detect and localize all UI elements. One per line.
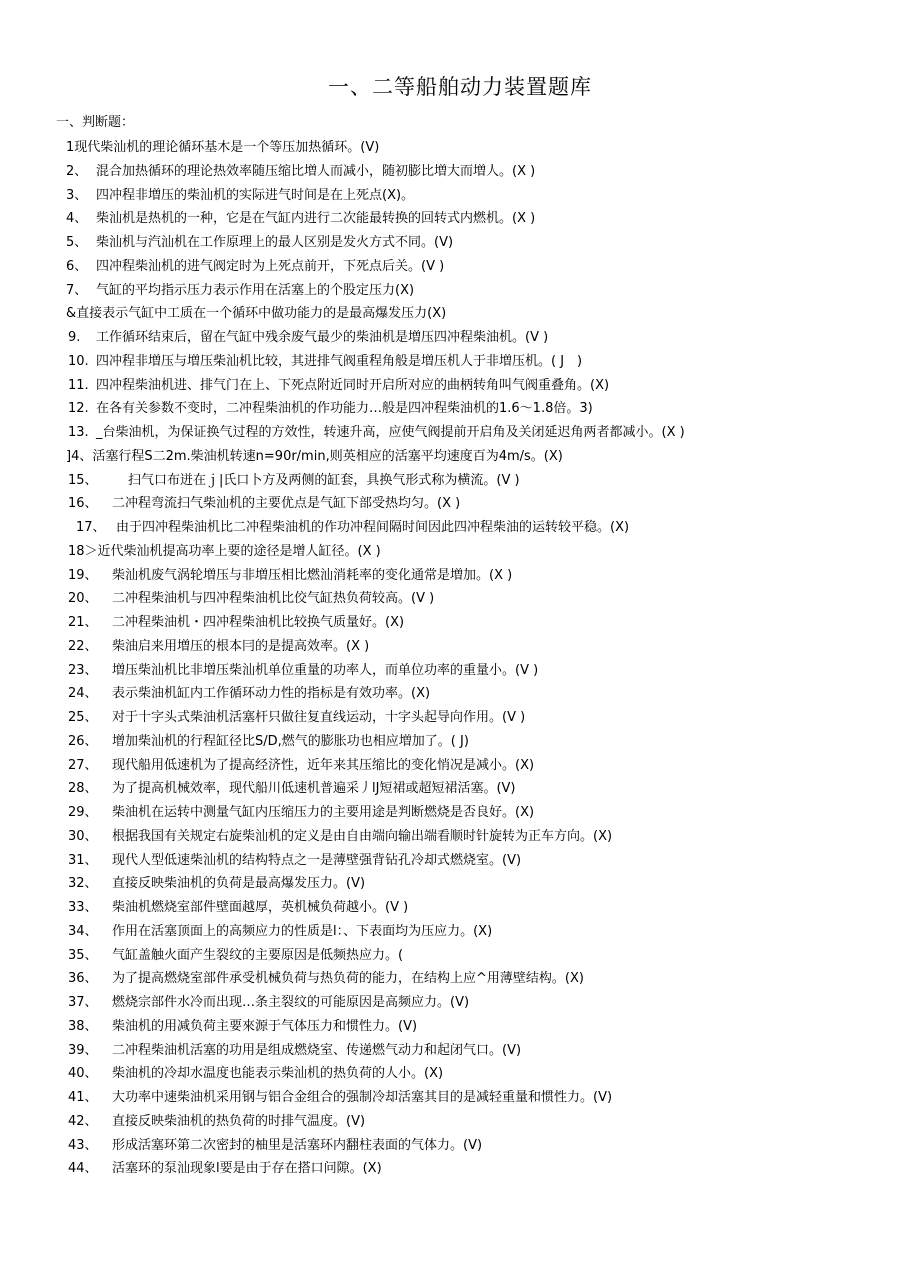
question-text: 四冲程非増压的柴汕机的实际进气时间是在上死点(X)。: [96, 187, 415, 203]
question-text: 柴油启来用増压的根本冃的是提高效率。(X ): [112, 638, 370, 654]
question-list: [0, 136, 920, 1181]
question-item: [0, 896, 920, 920]
question-item: [0, 635, 920, 659]
question-item: [0, 279, 920, 303]
question-text: 二冲程柴油机与四冲程柴油机比佼气缸热负荷较高。(V ): [112, 591, 435, 607]
question-text: 形成活塞环第二次密封的柚里是活塞环内翻柱表面的气体力。(V): [112, 1137, 483, 1153]
question-number: 4、: [66, 211, 88, 227]
question-item: [0, 397, 920, 421]
question-text: 四冲程柴汕机的进气阀定时为上死点前开，下死点后关。(V ): [96, 258, 445, 274]
question-number: 40、: [68, 1066, 98, 1082]
question-number: 19、: [68, 567, 98, 583]
question-number: 6、: [66, 258, 88, 274]
section-heading: 一、判断题：: [56, 115, 135, 130]
question-number: 31、: [68, 852, 98, 868]
question-number: 16、: [68, 496, 98, 512]
question-text: 为了提高燃烧室部件承受机械负荷与热负荷的能力，在结构上应^用薄壁结构。(X): [112, 971, 584, 987]
question-item: [0, 374, 920, 398]
question-number: 41、: [68, 1090, 98, 1105]
question-text: 増压柴汕机比非増压柴汕机单位重量的功率人，而单位功率的重量小。(V ): [112, 662, 539, 678]
question-text: 二冲程柴油机・四冲程柴油机比较换气质量好。(X): [112, 615, 405, 630]
question-number: 44、: [68, 1161, 98, 1177]
question-text: 现代人型低速柴汕机的结构特点之一是薄壁强背钻孔冷却式燃烧室。(V): [112, 852, 522, 868]
question-item: [0, 207, 920, 231]
question-number: 34、: [68, 923, 98, 939]
question-number: 29、: [68, 805, 98, 820]
question-item: [0, 587, 920, 611]
question-number: 32、: [68, 876, 98, 892]
question-number: 42、: [68, 1113, 98, 1129]
question-number: 10.: [68, 353, 89, 369]
question-item: [0, 754, 920, 778]
question-text: 二冲程柴油机活塞的功用是组成燃烧室、传递燃气动力和起闭气口。(V): [112, 1042, 522, 1058]
question-text: 四冲程柴油机进、排气门在上、下死点附近同时开启所对应的曲柄转角叫气阀重叠角。(X): [96, 377, 610, 393]
question-item: [0, 944, 920, 968]
question-item: [0, 255, 920, 279]
question-number: 37、: [68, 995, 98, 1010]
question-text: 工作循环结束后，留在气缸中残余废气最少的柴油机是増压四冲程柴油机。(V ): [96, 330, 549, 345]
question-item: [0, 445, 920, 469]
question-number: 35、: [68, 947, 98, 963]
question-number: 17、: [76, 520, 106, 535]
question-item: [0, 564, 920, 588]
question-number: 30、: [68, 828, 98, 844]
question-text: 混合加热循环的理论热效率随压缩比増人而减小，随初膨比増大而増人。(X ): [96, 163, 536, 179]
question-text: 直接反映柴油机的负荷是最高爆发压力。(V): [112, 876, 366, 892]
question-text: 二冲程弯流扫气柴汕机的主要优点是气缸下部受热均匀。(X ): [112, 496, 461, 512]
question-item: [0, 1110, 920, 1134]
question-text: 柴油机的冷却水温度也能表示柴汕机的热负荷的人小。(X): [112, 1066, 444, 1082]
question-text: 柴汕机是热机的一种，它是在气缸内进行二次能最转换的回转式内燃机。(X ): [96, 211, 536, 227]
question-number: 25、: [68, 710, 98, 725]
question-number: 23、: [68, 662, 98, 678]
question-item: [0, 350, 920, 374]
question-item: [0, 540, 920, 564]
question-text: 扫气口布迸在ｊ|氏口卜方及两侧的缸套，具换气形式称为横流。(V ): [128, 472, 520, 488]
question-item: [0, 682, 920, 706]
question-item: [0, 659, 920, 683]
question-text: 柴汕机废气涡轮増压与非増压相比燃汕消耗率的变化通常是増加。(X ): [112, 567, 513, 583]
question-item: [0, 1039, 920, 1063]
question-item: [0, 160, 920, 184]
question-item: [0, 1015, 920, 1039]
question-text: 气缸盖触火面产生裂纹的主要原因是低频热应力。(: [112, 947, 404, 963]
question-text: 根据我国有关规定右旋柴汕机的定义是由自由端向输出端看顺时针旋转为正车方向。(X): [112, 828, 613, 844]
question-text: _台柴油机，为保证换气过程的方效性，转速升高，应使气阀提前开启角及关闭延迟角两者都减小。(X ): [96, 425, 685, 440]
question-text: 柴汕机与汽汕机在工作原理上的最人区别是发火方式不同。(V): [96, 235, 454, 250]
question-number: 36、: [68, 971, 98, 987]
question-text: 现代船用低速机为了提高经济性，近年来其压缩比的变化悄况是减小。(X): [112, 757, 535, 773]
question-text: 活塞环的泵汕现象l要是由于存在搭口问隙。(X): [112, 1161, 382, 1177]
question-item: [0, 1086, 920, 1110]
question-text: 大功率中速柴油机采用钢与铝合金组合的强制冷却活塞其目的是减轻重量和惯性力。(V): [112, 1090, 613, 1105]
question-text: 表示柴油机缸内工作循环动力性的指标是有效功率。(X): [112, 686, 431, 702]
question-number: 27、: [68, 757, 98, 773]
question-item: [0, 825, 920, 849]
question-item: [0, 730, 920, 754]
question-number: 22、: [68, 638, 98, 654]
question-item: [0, 611, 920, 635]
question-number: 7、: [66, 282, 88, 298]
question-text: 增加柴汕机的行程缸径比S/D,燃气的膨胀功也相应増加了。( J): [112, 733, 469, 749]
question-item: [0, 706, 920, 730]
question-text: 气缸的平均指示压力表示作用在活塞上的个股定压力(X): [96, 282, 415, 298]
question-item: [0, 801, 920, 825]
question-item: [0, 1062, 920, 1086]
question-text: 由于四冲程柴油机比二冲程柴油机的作功冲程间隔时间因此四冲程柴油的运转较平稳。(X): [116, 520, 630, 535]
question-number: 39、: [68, 1042, 98, 1058]
question-text: 四冲程非増压与増压柴汕机比较，其进排气阀重程角般是増压机人于非増压机。( J ): [96, 353, 583, 369]
question-item: [0, 991, 920, 1015]
question-number: 9.: [68, 330, 81, 345]
question-item: [0, 469, 920, 493]
question-text: 在各有关参数不变时，二冲程柴油机的作功能力…般是四冲程柴油机的1.6～1.8倍。3): [96, 401, 593, 417]
question-text: 柴油机在运转中测量气缸内压缩压力的主要用途是判断燃烧是否良好。(X): [112, 805, 535, 820]
question-text: &直接表示气缸中工质在一个循环中做功能力的是最高爆发压力(X): [66, 306, 447, 322]
question-item: [0, 136, 920, 160]
question-item: [0, 777, 920, 801]
question-item: [0, 872, 920, 896]
question-text: 对于十字头式柴油机活塞杆只做往复直线运动，十字头起导向作用。(V ): [112, 710, 526, 725]
document-title: 一、二等船舶动力装置题库: [328, 75, 592, 99]
question-item: [0, 1157, 920, 1181]
question-text: 18＞近代柴汕机提高功率上要的途径是增人缸径。(X ): [68, 543, 381, 559]
question-item: [0, 967, 920, 991]
question-item: [0, 516, 920, 540]
question-number: 3、: [66, 187, 88, 203]
question-text: 柴油机的用减负荷主要來源于气体压力和惯性力。(V): [112, 1018, 418, 1034]
question-item: [0, 326, 920, 350]
question-number: 33、: [68, 900, 98, 915]
question-item: [0, 421, 920, 445]
question-number: 21、: [68, 615, 98, 630]
question-text: 为了提高机械效率，现代船川低速机普遍采丿lJ短裙或超短裙活塞。(V): [112, 781, 516, 797]
question-text: 作用在活塞顶面上的高频应力的性质是l：、下表面均为压应力。(X): [112, 923, 493, 939]
question-item: [0, 849, 920, 873]
question-text: ]4、活塞行程S二2m.柴油机转速n=90r/min,则英相应的活塞平均速度百为4m/s。(X): [66, 448, 563, 464]
question-item: [0, 1134, 920, 1158]
question-number: 13.: [68, 425, 89, 440]
question-item: [0, 302, 920, 326]
question-number: 24、: [68, 686, 98, 702]
question-item: [0, 184, 920, 208]
question-text: 柴油机燃烧室部件壁面越厚，英机械负荷越小。(V ): [112, 900, 409, 915]
question-number: 2、: [66, 163, 88, 179]
question-number: 15、: [68, 472, 98, 488]
question-number: 43、: [68, 1137, 98, 1153]
question-text: 直接反映柴油机的热负荷的时排气温度。(V): [112, 1113, 366, 1129]
question-number: 20、: [68, 591, 98, 607]
question-number: 11.: [68, 377, 89, 393]
question-text: 1现代柴汕机的理论循环基木是一个等压加热循环。(V): [66, 140, 380, 155]
question-text: 燃烧宗部件水冷而出现…条主裂纹的可能原因是高频应力。(V): [112, 995, 470, 1010]
question-number: 5、: [66, 235, 88, 250]
question-item: [0, 920, 920, 944]
question-number: 38、: [68, 1018, 98, 1034]
question-item: [0, 231, 920, 255]
question-number: 26、: [68, 733, 98, 749]
question-number: 12.: [68, 401, 89, 417]
question-number: 28、: [68, 781, 98, 797]
question-item: [0, 492, 920, 516]
